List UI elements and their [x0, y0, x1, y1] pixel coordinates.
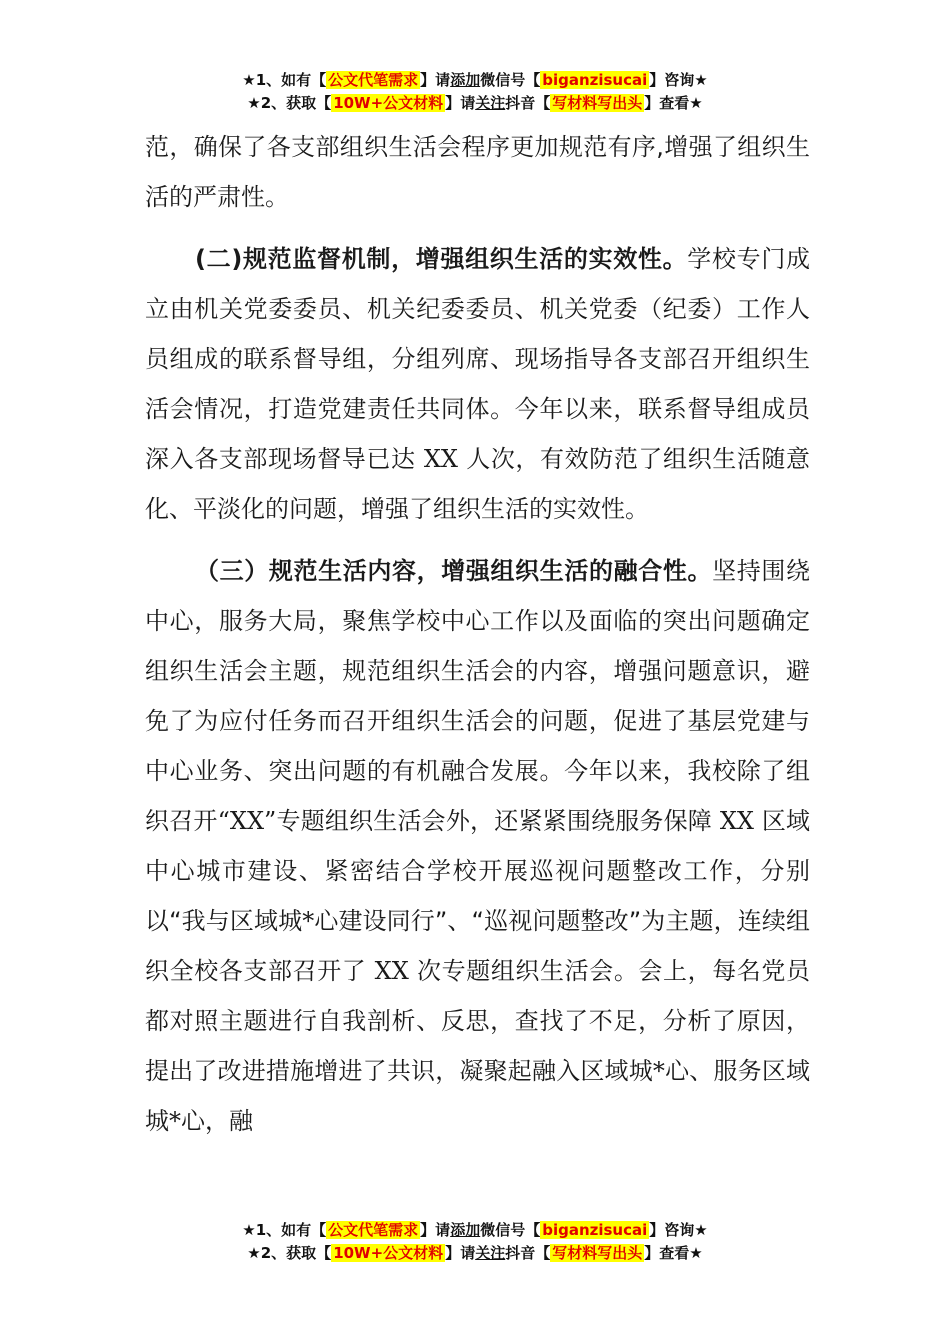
- banner-line-1: ★1、如有【 公文代笔需求 】请添加微信号【 biganzisucai 】咨询★: [242, 1221, 708, 1239]
- highlight-text: 写材料写出头: [552, 1244, 643, 1262]
- highlight-text: biganzisucai: [542, 71, 648, 89]
- paragraph-3: （三）规范生活内容，增强组织生活的融合性。坚持围绕中心，服务大局，聚焦学校中心工作以及面临的突出问题确定组织生活会主题，规范组织生活会的内容，增强问题意识，避免了为应付任务而召开组织生活会的问题，促进了基层党建与中心业务、突出问题的有机融合发展。今年以来，我校除了组织召开“XX”专题组织生活会外，还紧紧围绕服务保障 XX 区域中心城市建设、紧密结合学校开展巡视问题整改工作，分别以“我与区域城*心建设同行”、“巡视问题整改”为主题，连续组织全校各支部召开了 XX 次专题组织生活会。会上，每名党员都对照主题进行自我剖析、反思，查找了不足，分析了原因，提出了改进措施增进了共识，凝聚起融入区域城*心、服务区域城*心，融: [145, 557, 811, 1135]
- highlight-text: biganzisucai: [542, 1221, 648, 1239]
- paragraph-1: 范，确保了各支部组织生活会程序更加规范有序,增强了组织生活的严肃性。: [145, 133, 810, 211]
- section-heading-3: （三）规范生活内容，增强组织生活的融合性。: [195, 557, 713, 585]
- highlight-text: 10W+公文材料: [333, 1244, 444, 1262]
- star-icon: ★: [242, 71, 256, 89]
- footer-banner: [0, 1219, 950, 1265]
- highlight-text: 公文代笔需求: [328, 71, 419, 89]
- star-icon: ★: [247, 1244, 261, 1262]
- star-icon: ★: [242, 1221, 256, 1239]
- highlight-text: 10W+公文材料: [333, 94, 444, 112]
- star-icon: ★: [247, 94, 261, 112]
- banner-line-2: ★2、获取【 10W+公文材料 】请关注抖音【 写材料写出头 】查看★: [247, 94, 703, 112]
- highlight-text: 公文代笔需求: [328, 1221, 419, 1239]
- banner-line-2: ★2、获取【 10W+公文材料 】请关注抖音【 写材料写出头 】查看★: [247, 1244, 703, 1262]
- document-body: [145, 122, 810, 1146]
- banner-line-1: ★1、如有【 公文代笔需求 】请添加微信号【 biganzisucai 】咨询★: [242, 71, 708, 89]
- header-banner: [0, 69, 950, 115]
- highlight-text: 写材料写出头: [552, 94, 643, 112]
- section-heading-2: (二)规范监督机制，增强组织生活的实效性。: [195, 245, 688, 273]
- paragraph-2: (二)规范监督机制，增强组织生活的实效性。学校专门成立由机关党委委员、机关纪委委员、机关党委（纪委）工作人员组成的联系督导组，分组列席、现场指导各支部召开组织生活会情况，打造党建责任共同体。今年以来，联系督导组成员深入各支部现场督导已达 XX 人次，有效防范了组织生活随意化、平淡化的问题，增强了组织生活的实效性。: [145, 245, 811, 523]
